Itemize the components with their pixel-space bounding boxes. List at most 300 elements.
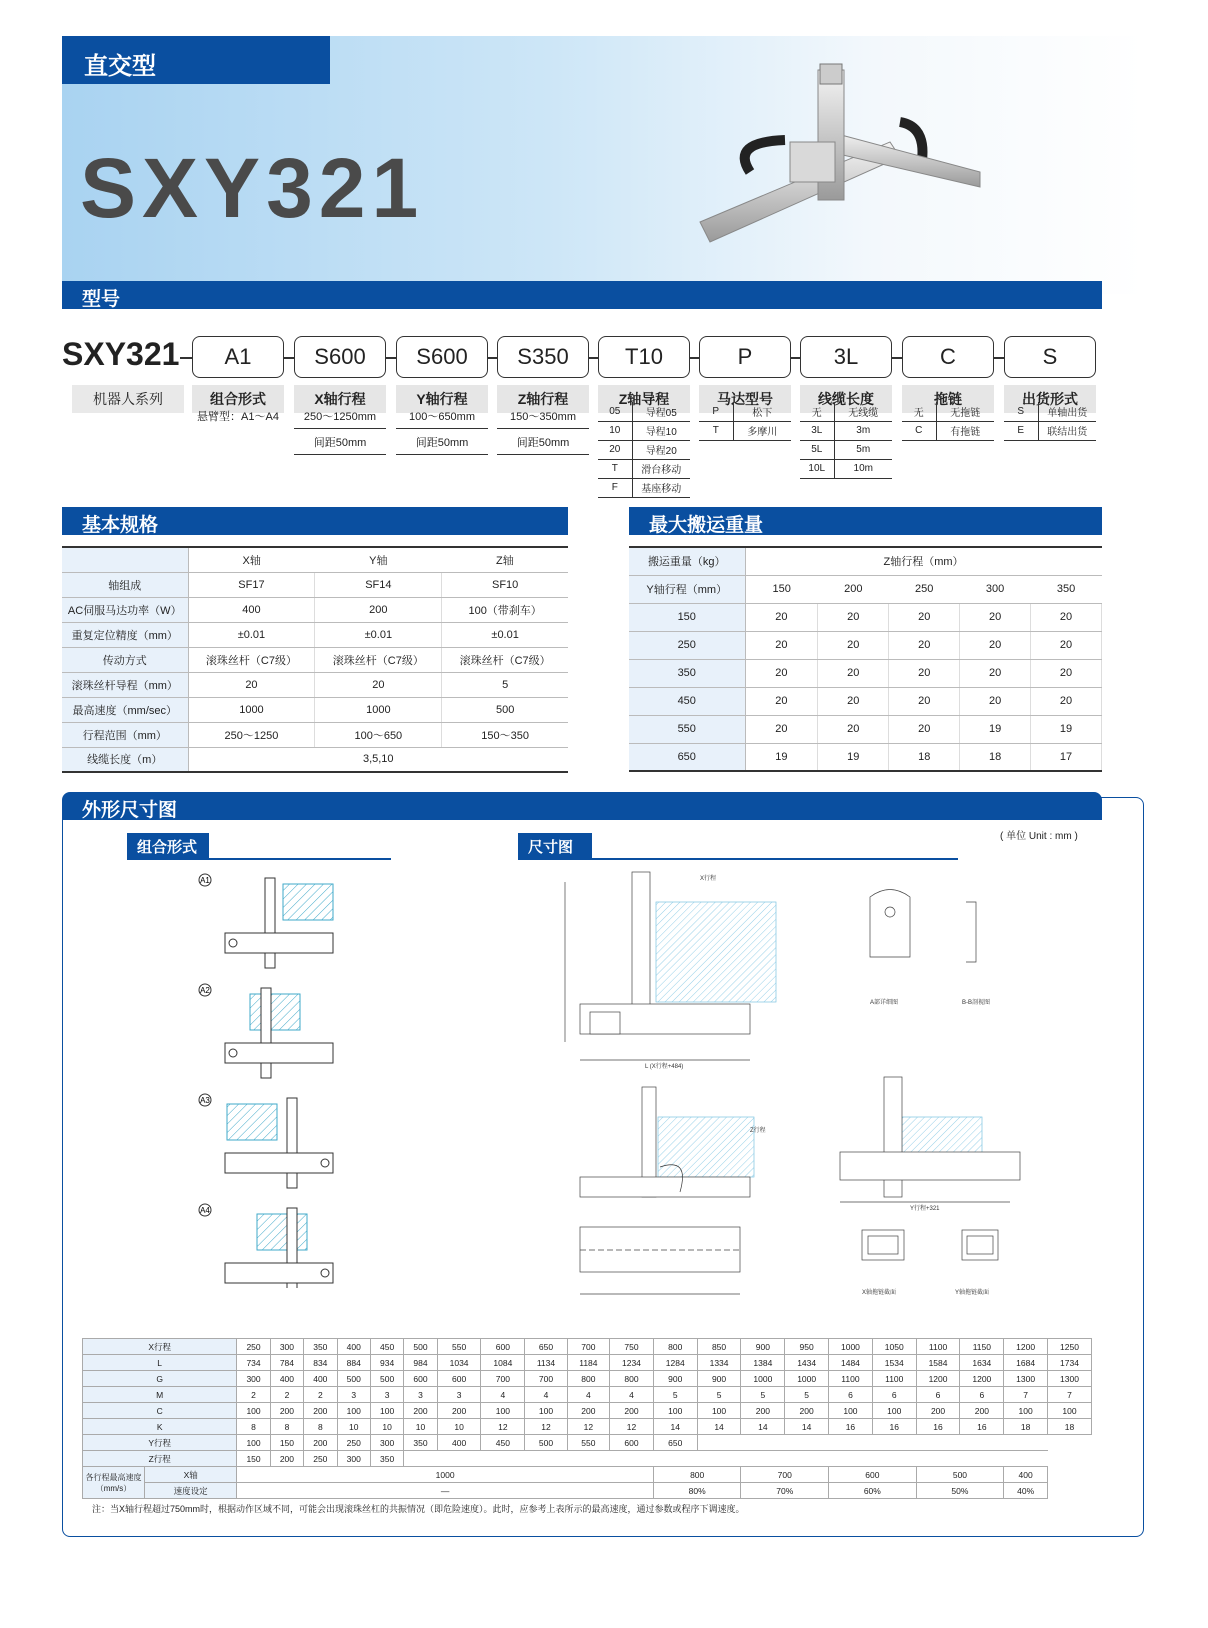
payload-corner: 搬运重量（kg） [629,547,745,575]
robot-image [690,62,990,252]
z-range: 150～350mm [497,408,589,429]
lead-row [598,421,690,440]
dim-cell: 984 [404,1355,437,1371]
dim-cell: 16 [872,1419,916,1435]
dim-empty [697,1435,1047,1451]
payload-z-value: 350 [1031,575,1102,603]
dim-cell: 3 [337,1387,370,1403]
dim-cell: 8 [304,1419,337,1435]
dim-cell: 1384 [741,1355,785,1371]
dim-cell: 200 [270,1451,303,1467]
dim-cell: 18 [1048,1419,1092,1435]
dim-cell: 600 [404,1371,437,1387]
speed-x-label: X轴 [145,1467,237,1483]
spec-value: 1000 [188,697,315,722]
dim-key: K [83,1419,237,1435]
spec-header: Y轴 [315,547,442,572]
combo-a4 [199,1204,333,1288]
dim-cell: 8 [270,1419,303,1435]
dim-cell: 600 [481,1339,525,1355]
dim-cell: 900 [741,1339,785,1355]
dim-cell: 500 [337,1371,370,1387]
dim-cell: 1000 [741,1371,785,1387]
dim-cell: 1300 [1004,1371,1048,1387]
dim-row [83,1387,1092,1403]
ship-row [1004,402,1096,421]
spec-value: ±0.01 [315,622,442,647]
dim-cell: 16 [960,1419,1004,1435]
combo-a2-label: A2 [200,986,210,995]
dim-cell: 1100 [829,1371,873,1387]
spec-key: 最高速度（mm/sec） [62,697,188,722]
payload-cell: 19 [1031,715,1102,743]
payload-z-head: Z轴行程（mm） [745,547,1102,575]
dim-cell: 16 [829,1419,873,1435]
y-range: 100～650mm [396,408,488,429]
dim-cell: 1100 [872,1371,916,1387]
speed-row [83,1467,1092,1483]
dim-row [83,1451,1092,1467]
dim-cell: 200 [960,1403,1004,1419]
dim-cell: 3 [404,1387,437,1403]
spec-header: Z轴 [442,547,568,572]
speed-x-cell: 1000 [237,1467,654,1483]
dim-cell: 5 [785,1387,829,1403]
dim-cell: 1200 [916,1371,960,1387]
spec-key: 行程范围（mm） [62,722,188,747]
dim-cell: 4 [567,1387,609,1403]
dim-cell: 700 [567,1339,609,1355]
payload-z-value: 250 [889,575,960,603]
dim-cell: 1000 [785,1371,829,1387]
label-lead: Z轴导程 [598,385,690,413]
lead-desc: 导程05 [632,402,690,421]
dim-cell: 1000 [829,1339,873,1355]
dim-cell: 100 [1004,1403,1048,1419]
dim-cell: 1134 [525,1355,567,1371]
lead-row [598,459,690,478]
dim-cell: 400 [304,1371,337,1387]
dim-cell: 1200 [960,1371,1004,1387]
motor-desc: 松下 [733,402,791,421]
spec-value: 3,5,10 [188,747,568,772]
dim-cell: 650 [525,1339,567,1355]
spec-row [62,572,568,597]
cable-desc: 3m [834,421,892,440]
spec-key: 滚珠丝杆导程（mm） [62,672,188,697]
dim-cell: 5 [741,1387,785,1403]
product-title: SXY321 [80,141,425,235]
dim-cell: 200 [741,1403,785,1419]
dim-cell: 500 [370,1371,403,1387]
label-ship: 出货形式 [1004,385,1096,413]
spec-value: SF10 [442,572,568,597]
dim-cell: 1584 [916,1355,960,1371]
spec-value: 400 [188,597,315,622]
dim-cell: 250 [237,1339,270,1355]
payload-cell: 20 [745,659,818,687]
dim-cell: 550 [437,1339,481,1355]
dim-cell: 200 [567,1403,609,1419]
combo-a1-label: A1 [200,876,210,885]
x-step: 间距50mm [294,434,386,455]
lead-code: 20 [598,440,632,459]
dim-empty [404,1451,1048,1467]
y-label: Y行程+321 [910,1206,940,1212]
spec-row [62,722,568,747]
spec-value: SF17 [188,572,315,597]
lead-row [598,478,690,497]
cable-code: 3L [800,421,834,440]
dim-cell: 1634 [960,1355,1004,1371]
spec-row [62,647,568,672]
speed-x-cell: 400 [1004,1467,1048,1483]
dim-cell: 8 [237,1419,270,1435]
dim-key: C [83,1403,237,1419]
dim-cell: 834 [304,1355,337,1371]
payload-z-value: 150 [745,575,818,603]
payload-cell: 20 [889,659,960,687]
payload-y-value: 250 [629,631,745,659]
dim-cell: 1684 [1004,1355,1048,1371]
combo-a2 [199,984,333,1078]
lead-desc: 导程10 [632,421,690,440]
dim-cell: 18 [1004,1419,1048,1435]
chain-desc: 有拖链 [936,421,994,440]
payload-y-value: 650 [629,743,745,771]
payload-cell: 18 [889,743,960,771]
payload-cell: 20 [960,659,1031,687]
x-stroke-label: X行程 [700,876,717,882]
lead-code: T [598,459,632,478]
payload-cell: 20 [889,603,960,631]
payload-y-value: 550 [629,715,745,743]
dim-cell: 4 [481,1387,525,1403]
dim-cell: 784 [270,1355,303,1371]
spec-value: 150～350 [442,722,568,747]
lead-code: 05 [598,402,632,421]
dim-cell: 2 [270,1387,303,1403]
spec-key: 传动方式 [62,647,188,672]
section-dimensions: 外形尺寸图 [62,792,1102,820]
l-label: L (X行程+484) [645,1064,684,1070]
section-bb-label: B-B剖视图 [962,1000,991,1006]
spec-value: 200 [315,597,442,622]
cable-code: 10L [800,459,834,478]
detail-a-label: A部详细图 [870,1000,899,1006]
combo-a1 [199,874,333,968]
code-box-combo: A1 [192,336,284,378]
dim-cell: 1734 [1048,1355,1092,1371]
dim-cell: 14 [785,1419,829,1435]
dim-cell: 300 [237,1371,270,1387]
dim-cell: 1200 [1004,1339,1048,1355]
motor-row [699,402,791,421]
dim-cell: 5 [653,1387,697,1403]
dim-cell: 900 [653,1371,697,1387]
payload-y-value: 150 [629,603,745,631]
spec-row-cable [62,747,568,772]
spec-row [62,597,568,622]
label-y: Y轴行程 [396,385,488,413]
dim-cell: 200 [785,1403,829,1419]
spec-value: 100（带刹车） [442,597,568,622]
label-motor: 马达型号 [699,385,791,413]
dim-cell: 10 [437,1419,481,1435]
code-dash [180,357,192,359]
dim-cell: 12 [481,1419,525,1435]
dim-cell: 100 [872,1403,916,1419]
dim-cell: 200 [304,1403,337,1419]
dim-cell: 700 [481,1371,525,1387]
sub-size-line [518,858,958,860]
dim-cell: 450 [481,1435,525,1451]
ship-options [1004,402,1096,441]
combo-a4-label: A4 [200,1206,210,1215]
dim-cell: 1184 [567,1355,609,1371]
lead-options [598,402,690,498]
x-chain-label: X轴拖链截面 [862,1290,897,1296]
spec-value: 20 [188,672,315,697]
unit-note: ( 单位 Unit : mm ) [1000,831,1078,842]
dim-cell: 5 [697,1387,741,1403]
spec-value: 20 [315,672,442,697]
payload-z-value: 200 [818,575,889,603]
dim-cell: 7 [1004,1387,1048,1403]
payload-cell: 20 [1031,659,1102,687]
speed-x-cell: 800 [653,1467,741,1483]
payload-cell: 20 [889,715,960,743]
motor-options [699,402,791,441]
payload-cell: 20 [889,631,960,659]
dim-cell: 2 [304,1387,337,1403]
dim-cell: 800 [567,1371,609,1387]
payload-z-value: 300 [960,575,1031,603]
side-view [580,1087,766,1197]
dim-cell: 950 [785,1339,829,1355]
payload-cell: 20 [818,659,889,687]
dim-key: M [83,1387,237,1403]
cable-desc: 无线缆 [834,402,892,421]
combo-diagrams [195,868,345,1288]
dim-key: G [83,1371,237,1387]
spec-key: 线缆长度（m） [62,747,188,772]
combo-a3-label: A3 [200,1096,210,1105]
z-stroke-label: Z行程 [750,1128,766,1134]
dim-cell: 1100 [916,1339,960,1355]
payload-row [629,603,1102,631]
dim-cell: 10 [337,1419,370,1435]
plan-view [580,1227,740,1294]
dim-cell: 250 [304,1451,337,1467]
section-payload: 最大搬运重量 [629,507,1102,535]
spec-value: 250～1250 [188,722,315,747]
spec-key: 重复定位精度（mm） [62,622,188,647]
code-box-cable: 3L [800,336,892,378]
dim-cell: 10 [370,1419,403,1435]
cable-row [800,459,892,478]
code-box-z: S350 [497,336,589,378]
dim-cell: 150 [237,1451,270,1467]
payload-row [629,743,1102,771]
code-box-y: S600 [396,336,488,378]
payload-cell: 20 [960,687,1031,715]
payload-cell: 20 [818,715,889,743]
dim-cell: 100 [237,1403,270,1419]
spec-key: 轴组成 [62,572,188,597]
payload-cell: 20 [1031,687,1102,715]
speed-set-cell: 50% [916,1483,1004,1499]
combo-a3 [199,1094,333,1188]
dim-cell: 14 [741,1419,785,1435]
chain-desc: 无拖链 [936,402,994,421]
spec-value: 滚珠丝杆（C7级） [442,647,568,672]
cable-desc: 10m [834,459,892,478]
dim-cell: 350 [404,1435,437,1451]
payload-cell: 20 [1031,603,1102,631]
code-box-lead: T10 [598,336,690,378]
dim-cell: 600 [437,1371,481,1387]
motor-desc: 多摩川 [733,421,791,440]
chain-options [902,402,994,441]
payload-cell: 20 [889,687,960,715]
code-box-motor: P [699,336,791,378]
payload-y-value: 450 [629,687,745,715]
spec-row [62,672,568,697]
lead-code: F [598,478,632,497]
dim-cell: 100 [697,1403,741,1419]
payload-cell: 20 [818,603,889,631]
dim-cell: 200 [304,1435,337,1451]
lead-row [598,440,690,459]
dim-cell: 934 [370,1355,403,1371]
model-code-main: SXY321 [62,336,180,372]
dim-cell: 650 [653,1435,697,1451]
motor-row [699,421,791,440]
dim-cell: 700 [525,1371,567,1387]
dim-row [83,1403,1092,1419]
dim-cell: 2 [237,1387,270,1403]
detail-a [870,890,910,1007]
dim-cell: 4 [525,1387,567,1403]
dim-cell: 6 [916,1387,960,1403]
dim-cell: 6 [872,1387,916,1403]
spec-header [62,547,188,572]
dim-cell: 100 [829,1403,873,1419]
sub-size: 尺寸图 [518,833,592,859]
lead-desc: 导程20 [632,440,690,459]
front-view [565,872,776,1070]
motor-code: T [699,421,733,440]
dim-cell: 3 [437,1387,481,1403]
cable-desc: 5m [834,440,892,459]
dim-cell: 250 [337,1435,370,1451]
basic-spec-table [62,546,568,773]
dim-cell: 100 [653,1403,697,1419]
chain-sections [862,1230,998,1296]
dim-cell: 100 [237,1435,270,1451]
dim-row [83,1339,1092,1355]
dim-cell: 600 [610,1435,654,1451]
code-box-x: S600 [294,336,386,378]
dim-cell: 300 [337,1451,370,1467]
dim-cell: 16 [916,1419,960,1435]
payload-row [629,715,1102,743]
payload-cell: 17 [1031,743,1102,771]
x-range: 250～1250mm [294,408,386,429]
dim-cell: 500 [404,1339,437,1355]
y-step: 间距50mm [396,434,488,455]
dim-cell: 100 [370,1403,403,1419]
ship-desc: 单轴出货 [1038,402,1096,421]
cable-row [800,402,892,421]
payload-cell: 20 [818,687,889,715]
ship-code: S [1004,402,1038,421]
speed-set-cell: — [237,1483,654,1499]
payload-cell: 18 [960,743,1031,771]
dim-cell: 550 [567,1435,609,1451]
dim-cell: 450 [370,1339,403,1355]
dim-cell: 6 [960,1387,1004,1403]
cable-options [800,402,892,479]
payload-cell: 20 [960,631,1031,659]
cable-code: 5L [800,440,834,459]
speed-set-cell: 40% [1004,1483,1048,1499]
dimension-drawings [550,862,1110,1310]
dim-cell: 10 [404,1419,437,1435]
dim-cell: 100 [525,1403,567,1419]
speed-x-cell: 600 [829,1467,917,1483]
speed-set-label: 速度设定 [145,1483,237,1499]
spec-value: 100～650 [315,722,442,747]
dim-cell: 1150 [960,1339,1004,1355]
dim-cell: 884 [337,1355,370,1371]
cable-row [800,421,892,440]
label-cable: 线缆长度 [800,385,892,413]
label-series: 机器人系列 [72,385,184,413]
dim-cell: 100 [481,1403,525,1419]
sub-combo-line [127,858,391,860]
dim-cell: 1284 [653,1355,697,1371]
dim-cell: 900 [697,1371,741,1387]
payload-cell: 19 [960,715,1031,743]
dim-cell: 14 [697,1419,741,1435]
lead-row [598,402,690,421]
chain-code: 无 [902,402,936,421]
speed-x-cell: 700 [741,1467,829,1483]
dim-cell: 12 [525,1419,567,1435]
label-chain: 拖链 [902,385,994,413]
z-step: 间距50mm [497,434,589,455]
motor-code: P [699,402,733,421]
spec-value: 滚珠丝杆（C7级） [315,647,442,672]
payload-cell: 20 [745,631,818,659]
label-x: X轴行程 [294,385,386,413]
lead-desc: 滑台移动 [632,459,690,478]
section-basic-spec: 基本规格 [62,507,568,535]
dim-row [83,1355,1092,1371]
dim-cell: 800 [653,1339,697,1355]
dim-cell: 400 [270,1371,303,1387]
speed-set-cell: 60% [829,1483,917,1499]
spec-key: AC伺服马达功率（W） [62,597,188,622]
payload-row [629,687,1102,715]
payload-cell: 20 [818,631,889,659]
spec-value: 5 [442,672,568,697]
y-chain-label: Y轴拖链截面 [955,1290,990,1296]
dim-cell: 750 [610,1339,654,1355]
payload-cell: 20 [745,603,818,631]
